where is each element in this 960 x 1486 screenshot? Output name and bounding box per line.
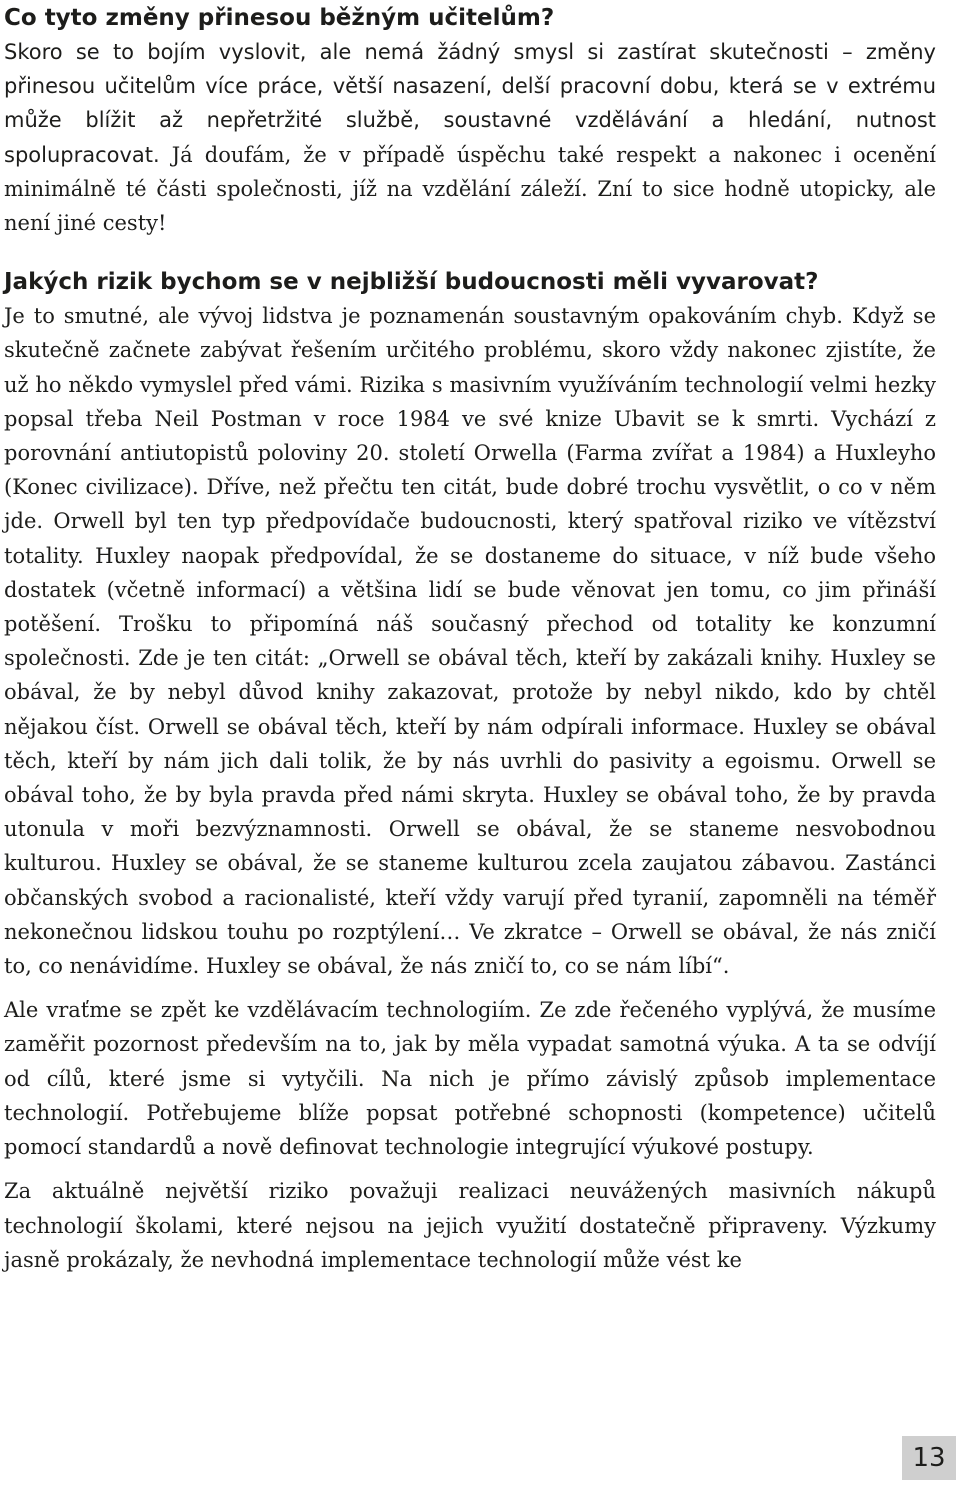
- paragraph-risks-orwell-huxley: Je to smutné, ale vývoj lidstva je poznamenán soustavným opakováním chyb. Když se skutečně začnete zabývat řešením určitého problému, skoro vždy nakonec zjistíte, že už ho někdo vymyslel před vámi. Rizika s masivním využíváním technologií velmi hezky popsal třeba Neil Postman v roce 1984 ve své knize Ubavit se k smrti. Vychází z porovnání antiutopistů poloviny 20. století Orwella (Farma zvířat a 1984) a Huxleyho (Konec civilizace). Dříve, než přečtu ten citát, bude dobré trochu vysvětlit, o co v něm jde. Orwell byl ten typ předpovídače budoucnosti, který spatřoval riziko ve vítězství totality. Huxley naopak předpovídal, že se dostaneme do situace, v níž bude všeho dostatek (včetně informací) a většina lidí se bude věnovat jen tomu, co jim přináší potěšení. Trošku to připomíná náš současný přechod od totality ke konzumní společnosti. Zde je ten citát: „Orwell se obával těch, kteří by zakázali knihy. Huxley se obával, že by nebyl důvod knihy zakazovat, protože by nebyl nikdo, kdo by chtěl nějakou číst. Orwell se obával těch, kteří by nám odpírali informace. Huxley se obával těch, kteří by nám jich dali tolik, že by nás uvrhli do pasivity a egoismu. Orwell se obával toho, že by byla pravda před námi skryta. Huxley se obával toho, že by pravda utonula v moři bezvýznamnosti. Orwell se obával, že se staneme nesvobodnou kulturou. Huxley se obával, že se staneme kulturou zcela zaujatou zábavou. Zastánci občanských svobod a racionalisté, kteří vždy varují před tyranií, zapomněli na téměř nekonečnou lidskou touhu po rozptýlení… Ve zkratce – Orwell se obával, že nás zničí to, co nenávidíme. Huxley se obával, že nás zničí to, co se nám líbí“.: [4, 304, 936, 979]
- section-heading-risks: Jakých rizik bychom se v nejbližší budoucnosti měli vyvarovat?: [4, 269, 819, 296]
- page-number-badge: [902, 1436, 956, 1480]
- paragraph-teachers: [4, 35, 936, 240]
- article-page: [4, 2, 936, 1277]
- paragraph-education-technologies: Ale vraťme se zpět ke vzdělávacím technologiím. Ze zde řečeného vyplývá, že musíme zaměřit pozornost především na to, jak by měla vypadat samotná výuka. A ta se odvíjí od cílů, které jsme si vytyčili. Na nich je přímo závislý způsob implementace technologií. Potřebujeme blíže popsat potřebné schopnosti (kompetence) učitelů pomocí standardů a nově definovat technologie integrující výukové postupy.: [4, 998, 936, 1160]
- section-spacer: [4, 240, 936, 266]
- paragraph-spacer: [4, 983, 936, 993]
- paragraph-teachers-serif-part: Já doufám, že v případě úspěchu také respekt a nakonec i ocenění minimálně té části společnosti, jíž na vzdělání záleží. Zní to sice hodně utopicky, ale není jiné cesty!: [4, 142, 936, 236]
- section-heading-teachers: Co tyto změny přinesou běžným učitelům?: [4, 5, 555, 31]
- paragraph-teachers-sans-part: Skoro se to bojím vyslovit, ale nemá žádný smysl si zastírat skutečnosti – změny přinesou učitelům více práce, větší nasazení, delší pracovní dobu, která se v extrému může blížit až nepřetržité službě, soustavné vzdělávání a hledání, nutnost spolupracovat.: [4, 40, 936, 167]
- paragraph-current-risk: Za aktuálně největší riziko považuji realizaci neuvážených masivních nákupů technologií školami, které nejsou na jejich využití dostatečně připraveny. Výzkumy jasně prokázaly, že nevhodná implementace technologií může vést ke: [4, 1179, 936, 1272]
- page-number: 13: [912, 1443, 946, 1473]
- paragraph-spacer: [4, 1164, 936, 1174]
